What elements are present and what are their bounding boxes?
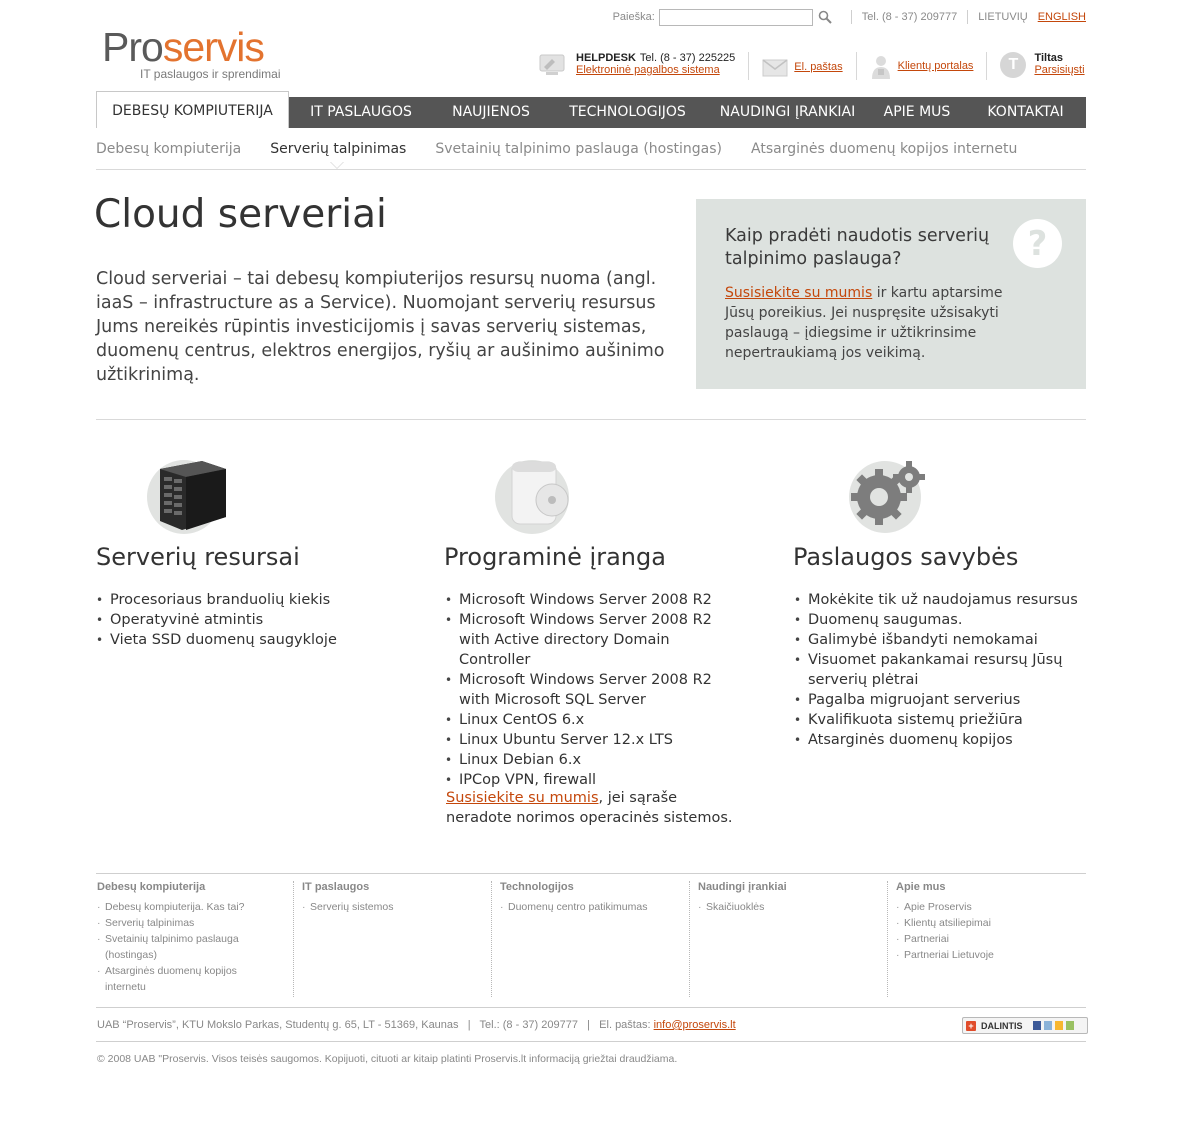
list-item: • Kvalifikuota sistemų priežiūra bbox=[794, 710, 1093, 730]
subnav-item-label: Serverių talpinimas bbox=[270, 141, 407, 157]
list-item: • Linux Ubuntu Server 12.x LTS bbox=[445, 730, 744, 750]
tiltas-download-link[interactable]: Parsisiųsti bbox=[1034, 64, 1085, 76]
lang-lt-link[interactable]: LIETUVIŲ bbox=[978, 11, 1028, 23]
footer-heading[interactable]: Naudingi įrankiai bbox=[698, 881, 787, 893]
plus-icon: + bbox=[966, 1021, 976, 1031]
logo[interactable] bbox=[102, 26, 281, 81]
search-input[interactable] bbox=[659, 9, 813, 26]
intro-text: Cloud serveriai – tai debesų kompiuterijos resursų nuoma (angl. iaaS – infrastructure as a Service). Nuomojant serverių resursus Jums nereikės rūpintis investicijomis į savas serverių sistemas, duomenų centrus, elektros energijos, ryšių ar aušinimo aušinimo užtikrinimą. bbox=[96, 269, 665, 385]
lang-en-link[interactable]: ENGLISH bbox=[1037, 11, 1086, 23]
divider bbox=[96, 419, 1086, 420]
page-title: Cloud serveriai bbox=[94, 192, 387, 237]
footer-heading[interactable]: Technologijos bbox=[500, 881, 574, 893]
info-text-body: ir kartu aptarsime Jūsų poreikius. Jei nuspręsite užsisakyti paslaugą – įdiegsime ir užtikrinsime nepertraukiamą jos veikimą. bbox=[725, 285, 1003, 361]
footer-link[interactable]: · Serverių sistemos bbox=[302, 899, 460, 915]
divider bbox=[856, 52, 857, 80]
tiltas-title: Tiltas bbox=[1034, 52, 1063, 64]
list-item: • Operatyvinė atmintis bbox=[96, 610, 337, 630]
list-item: • Procesoriaus branduolių kiekis bbox=[96, 590, 337, 610]
list-item: • Linux CentOS 6.x bbox=[445, 710, 744, 730]
divider bbox=[96, 1041, 1086, 1042]
footer-link[interactable]: · Klientų atsiliepimai bbox=[896, 915, 1054, 931]
server-icon bbox=[146, 455, 236, 535]
list-item: • Atsarginės duomenų kopijos bbox=[794, 730, 1093, 750]
email-link[interactable]: El. paštas bbox=[794, 61, 843, 73]
email-block[interactable] bbox=[762, 52, 842, 82]
list-item: • Linux Debian 6.x bbox=[445, 750, 744, 770]
footer-column bbox=[492, 881, 690, 997]
subnav-item-hostingas[interactable]: Svetainių talpinimo paslauga (hostingas) bbox=[435, 141, 723, 157]
list-item: • Microsoft Windows Server 2008 R2 with Microsoft SQL Server bbox=[445, 670, 744, 710]
address-text: UAB “Proservis”, KTU Mokslo Parkas, Studentų g. 65, LT - 51369, Kaunas | Tel.: (8 - 37) 209777 | El. paštas: bbox=[97, 1019, 654, 1031]
list-item: • Mokėkite tik už naudojamus resursus bbox=[794, 590, 1093, 610]
sub-nav bbox=[96, 140, 1086, 170]
list-item: • Vieta SSD duomenų saugykloje bbox=[96, 630, 337, 650]
footer-column bbox=[294, 881, 492, 997]
social-icons bbox=[1031, 1020, 1081, 1031]
gears-icon bbox=[843, 455, 933, 535]
footer-column bbox=[96, 881, 294, 997]
os-note-text: , jei sąraše neradote norimos operacinės sistemos. bbox=[446, 790, 733, 826]
logo-name-part2: servis bbox=[162, 24, 264, 70]
helpdesk-icon bbox=[536, 52, 568, 78]
footer-heading[interactable]: Apie mus bbox=[896, 881, 946, 893]
footer-heading[interactable]: Debesų kompiuterija bbox=[97, 881, 206, 893]
logo-tagline: IT paslaugos ir sprendimai bbox=[140, 67, 281, 81]
copyright: © 2008 UAB "Proservis. Visos teisės saugomos. Kopijuoti, cituoti ar kitaip platinti Proservis.lt informaciją griežtai draudžiama. bbox=[97, 1053, 678, 1065]
footer-link[interactable]: · Partneriai Lietuvoje bbox=[896, 947, 1054, 963]
list-item: • Microsoft Windows Server 2008 R2 bbox=[445, 590, 744, 610]
column-heading: Serverių resursai bbox=[96, 543, 300, 571]
info-text bbox=[725, 283, 1035, 363]
footer-link[interactable]: · Apie Proservis bbox=[896, 899, 1054, 915]
nav-item-naudingi-irankiai[interactable]: NAUDINGI ĮRANKIAI bbox=[719, 104, 856, 120]
os-note bbox=[446, 788, 736, 828]
divider bbox=[851, 10, 852, 24]
list-item: • Galimybė išbandyti nemokamai bbox=[794, 630, 1093, 650]
footer-link[interactable]: · Partneriai bbox=[896, 931, 1054, 947]
utility-bar bbox=[613, 7, 1086, 27]
footer-link[interactable]: · Skaičiuoklės bbox=[698, 899, 856, 915]
list-item: • Visuomet pakankamai resursų Jūsų serverių plėtrai bbox=[794, 650, 1093, 690]
column-heading: Programinė įranga bbox=[444, 543, 666, 571]
tiltas-icon: T bbox=[1000, 52, 1026, 78]
helpdesk-phone: Tel. (8 - 37) 225225 bbox=[639, 52, 736, 64]
footer-column bbox=[888, 881, 1086, 997]
nav-item-technologijos[interactable]: TECHNOLOGIJOS bbox=[569, 104, 686, 120]
helpdesk-block bbox=[536, 52, 735, 82]
portal-icon bbox=[870, 54, 892, 80]
search-label: Paieška: bbox=[612, 11, 655, 23]
footer-column bbox=[690, 881, 888, 997]
footer-sitemap bbox=[96, 881, 1086, 997]
divider bbox=[96, 1007, 1086, 1008]
company-address bbox=[97, 1019, 736, 1031]
divider bbox=[967, 10, 968, 24]
divider bbox=[96, 873, 1086, 874]
contact-us-link[interactable]: Susisiekite su mumis bbox=[446, 790, 599, 806]
software-box-icon bbox=[494, 455, 584, 535]
list-item: • Pagalba migruojant serverius bbox=[794, 690, 1093, 710]
logo-name-part1: Pro bbox=[102, 24, 163, 70]
list-item: • IPCop VPN, firewall bbox=[445, 770, 744, 790]
list-item: • Duomenų saugumas. bbox=[794, 610, 1093, 630]
tiltas-block[interactable] bbox=[1000, 52, 1084, 82]
subnav-item-serveriu-talpinimas[interactable] bbox=[270, 140, 406, 169]
footer-heading[interactable]: IT paslaugos bbox=[302, 881, 370, 893]
helpdesk-link[interactable]: Elektroninė pagalbos sistema bbox=[576, 64, 720, 76]
top-phone: Tel. (8 - 37) 209777 bbox=[861, 11, 958, 23]
feature-list bbox=[445, 590, 744, 790]
envelope-icon bbox=[762, 58, 788, 78]
active-caret-inner bbox=[331, 162, 343, 168]
list-item: • Microsoft Windows Server 2008 R2 with Active directory Domain Controller bbox=[445, 610, 744, 670]
subnav-item-atsargines-kopijos[interactable]: Atsarginės duomenų kopijos internetu bbox=[751, 141, 1018, 157]
info-box bbox=[696, 199, 1086, 389]
footer-email-link[interactable]: info@proservis.lt bbox=[653, 1019, 736, 1031]
main-nav bbox=[96, 97, 1086, 128]
nav-item-apie-mus[interactable]: APIE MUS bbox=[883, 104, 951, 120]
column-heading: Paslaugos savybės bbox=[793, 543, 1019, 571]
portal-block[interactable] bbox=[870, 52, 974, 82]
info-question: Kaip pradėti naudotis serverių talpinimo paslauga? bbox=[725, 226, 990, 269]
feature-list bbox=[96, 590, 337, 650]
contact-us-link[interactable]: Susisiekite su mumis bbox=[725, 285, 873, 301]
footer-link[interactable]: · Atsarginės duomenų kopijos internetu bbox=[97, 963, 255, 995]
share-button[interactable] bbox=[962, 1017, 1088, 1034]
share-label: DALINTIS bbox=[981, 1020, 1023, 1031]
portal-link[interactable]: Klientų portalas bbox=[897, 60, 974, 72]
question-icon: ? bbox=[1013, 219, 1062, 268]
footer-link[interactable]: · Debesų kompiuterija. Kas tai? bbox=[97, 899, 255, 915]
search-icon[interactable] bbox=[817, 9, 833, 25]
header-contacts bbox=[536, 52, 1085, 82]
footer-link[interactable]: · Serverių talpinimas bbox=[97, 915, 255, 931]
divider bbox=[748, 52, 749, 80]
footer-link[interactable]: · Duomenų centro patikimumas bbox=[500, 899, 658, 915]
footer-link[interactable]: · Svetainių talpinimo paslauga (hostingas) bbox=[97, 931, 255, 963]
nav-item-it-paslaugos[interactable]: IT PASLAUGOS bbox=[310, 104, 412, 120]
helpdesk-title: HELPDESK bbox=[576, 52, 636, 64]
nav-item-kontaktai[interactable]: KONTAKTAI bbox=[987, 104, 1064, 120]
divider bbox=[986, 52, 987, 80]
subnav-item-debesu-kompiuterija[interactable]: Debesų kompiuterija bbox=[96, 141, 242, 157]
feature-list bbox=[794, 590, 1093, 750]
nav-item-debesu-kompiuterija[interactable]: DEBESŲ KOMPIUTERIJA bbox=[96, 91, 289, 128]
nav-item-naujienos[interactable]: NAUJIENOS bbox=[452, 104, 530, 120]
